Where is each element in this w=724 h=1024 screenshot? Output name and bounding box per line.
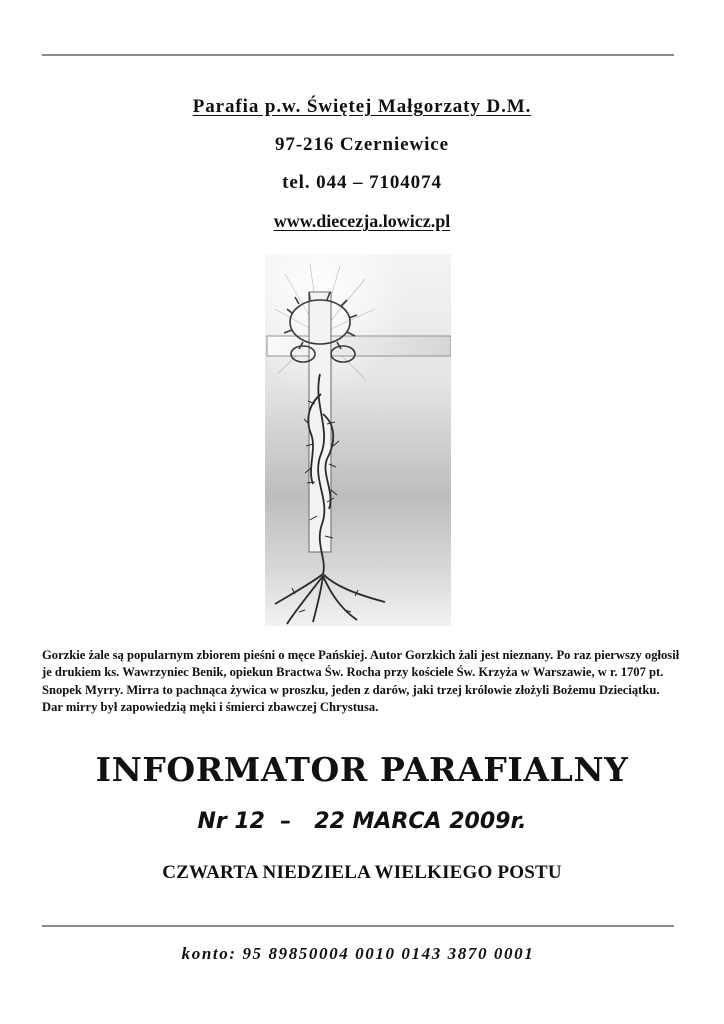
parish-header [0,88,724,240]
bank-account: konto: 95 89850004 0010 0143 3870 0001 [181,944,535,963]
bottom-divider [42,925,674,927]
liturgical-sunday: CZWARTA NIEDZIELA WIELKIEGO POSTU [162,862,562,883]
gorzkie-zale-description: Gorzkie żale są popularnym zbiorem pieśni o męce Pańskiej. Autor Gorzkich żali jest nieznany. Po raz pierwszy ogłosił je drukiem ks. Wawrzyniec Benik, opiekun Bractwa Św. Rocha przy kościele Św. Krzyża w Warszawie, w r. 1707 pt. Snopek Myrry. Mirra to pachnąca żywica w proszku, jeden z darów, jaki trzej królowie złożyli Bożemu Dzieciątku. Dar mirry był zapowiedzią męki i śmierci zbawczej Chrystusa. [42,648,680,715]
page-title: INFORMATOR PARAFIALNY [95,750,629,789]
top-divider [42,54,674,56]
parish-name: Parafia p.w. Świętej Małgorzaty D.M. [192,96,532,117]
parish-address: 97-216 Czerniewice [275,134,449,155]
parish-website-link[interactable]: www.diecezja.lowicz.pl [273,211,451,231]
issue-number-date: Nr 12 – 22 MARCA 2009r. [197,809,527,834]
parish-phone: tel. 044 – 7104074 [282,172,442,193]
cross-icon [265,254,451,626]
